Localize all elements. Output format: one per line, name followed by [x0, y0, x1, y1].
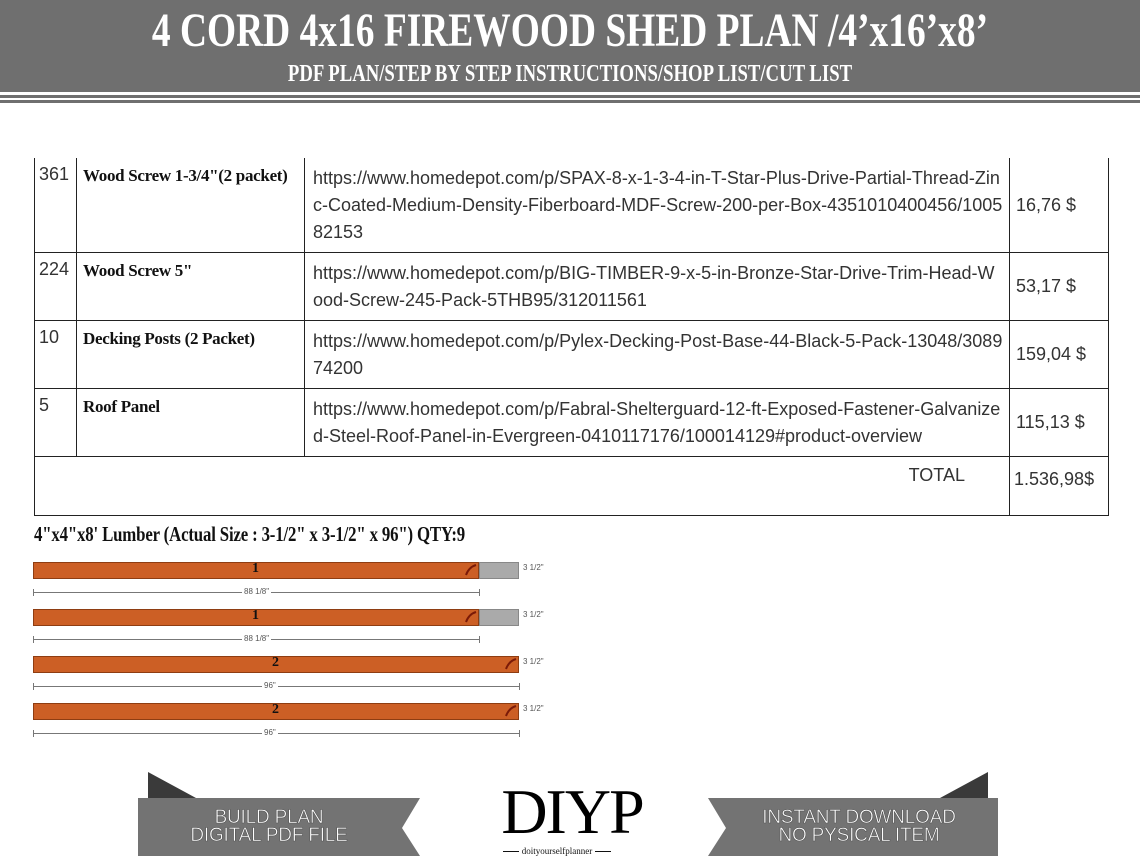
page-title: 4 CORD 4x16 FIREWOOD SHED PLAN /4’x16’x8’ — [151, 4, 989, 57]
diyp-logo: DIYP — [501, 776, 643, 847]
page-subtitle: PDF PLAN/STEP BY STEP INSTRUCTIONS/SHOP LIST/CUT LIST — [287, 61, 853, 87]
build-plan-ribbon — [138, 772, 420, 862]
board-waste-piece — [479, 562, 519, 579]
board-waste-piece — [479, 609, 519, 626]
dimension-tick — [33, 636, 34, 643]
total-value: 1.536,98$ — [1010, 457, 1109, 516]
item-cell: Decking Posts (2 Packet) — [77, 321, 305, 389]
shopping-list-table — [34, 158, 1109, 516]
logo-tagline-text: doityourselfplanner — [521, 846, 593, 856]
price-cell: 53,17 $ — [1010, 253, 1109, 321]
ribbon-line-2: DIGITAL PDF FILE — [190, 825, 348, 846]
product-link[interactable]: https://www.homedepot.com/p/Pylex-Decking-Post-Base-44-Black-5-Pack-13048/308974200 — [305, 321, 1010, 389]
cut-angle-icon — [465, 564, 477, 576]
board-part-label: 1 — [252, 608, 259, 623]
product-link[interactable]: https://www.homedepot.com/p/BIG-TIMBER-9-x-5-in-Bronze-Star-Drive-Trim-Head-Wood-Screw-245-Pack-5THB95/312011561 — [305, 253, 1010, 321]
dimension-tick — [33, 683, 34, 690]
price-cell: 115,13 $ — [1010, 389, 1109, 457]
ribbon-line-1: INSTANT DOWNLOAD — [762, 807, 956, 828]
qty-cell: 361 — [35, 158, 77, 253]
price-cell: 16,76 $ — [1010, 158, 1109, 253]
board-side-dimension: 3 1/2" — [523, 563, 544, 572]
board-side-dimension: 3 1/2" — [523, 704, 544, 713]
dimension-tick — [519, 730, 520, 737]
ribbon-line-1: BUILD PLAN — [214, 807, 324, 828]
board-side-dimension: 3 1/2" — [523, 610, 544, 619]
header-banner — [0, 0, 1140, 92]
total-row — [35, 457, 1109, 516]
dimension-tick — [519, 683, 520, 690]
lumber-board — [33, 702, 544, 720]
price-cell: 159,04 $ — [1010, 321, 1109, 389]
qty-cell: 10 — [35, 321, 77, 389]
item-cell: Roof Panel — [77, 389, 305, 457]
board-side-dimension: 3 1/2" — [523, 657, 544, 666]
ribbon-line-2: NO PYSICAL ITEM — [778, 825, 940, 846]
header-divider — [0, 95, 1140, 98]
dimension-tick — [33, 730, 34, 737]
dimension-length-label: 88 1/8" — [244, 634, 270, 643]
dimension-tick — [33, 589, 34, 596]
item-cell: Wood Screw 1-3/4"(2 packet) — [77, 158, 305, 253]
cut-angle-icon — [465, 611, 477, 623]
lumber-board — [33, 608, 544, 626]
product-link[interactable]: https://www.homedepot.com/p/Fabral-Shelterguard-12-ft-Exposed-Fastener-Galvanized-Steel-Roof-Panel-in-Evergreen-0410117176/100014129#product-overview — [305, 389, 1010, 457]
table-row — [35, 389, 1109, 457]
board-part-label: 2 — [272, 655, 279, 670]
table-row — [35, 321, 1109, 389]
cut-angle-icon — [505, 705, 517, 717]
dimension-tick — [479, 589, 480, 596]
dimension-length-label: 96" — [264, 728, 276, 737]
table-row — [35, 158, 1109, 253]
cut-list-title: 4"x4"x8' Lumber (Actual Size : 3-1/2" x 3-1/2" x 96") QTY:9 — [34, 522, 466, 546]
board-part-label: 1 — [252, 561, 259, 576]
total-label: TOTAL — [35, 457, 1010, 516]
item-cell: Wood Screw 5" — [77, 253, 305, 321]
dimension-tick — [479, 636, 480, 643]
qty-cell: 224 — [35, 253, 77, 321]
qty-cell: 5 — [35, 389, 77, 457]
header-divider — [0, 100, 1140, 103]
cut-angle-icon — [505, 658, 517, 670]
table-row — [35, 253, 1109, 321]
board-part-label: 2 — [272, 702, 279, 717]
logo-tagline — [492, 846, 622, 856]
dimension-length-label: 96" — [264, 681, 276, 690]
lumber-board — [33, 655, 544, 673]
lumber-board — [33, 561, 544, 579]
product-link[interactable]: https://www.homedepot.com/p/SPAX-8-x-1-3-4-in-T-Star-Plus-Drive-Partial-Thread-Zinc-Coated-Medium-Density-Fiberboard-MDF-Screw-200-per-Box-4351010400456/100582153 — [305, 158, 1010, 253]
dimension-length-label: 88 1/8" — [244, 587, 270, 596]
instant-download-ribbon — [708, 772, 998, 862]
